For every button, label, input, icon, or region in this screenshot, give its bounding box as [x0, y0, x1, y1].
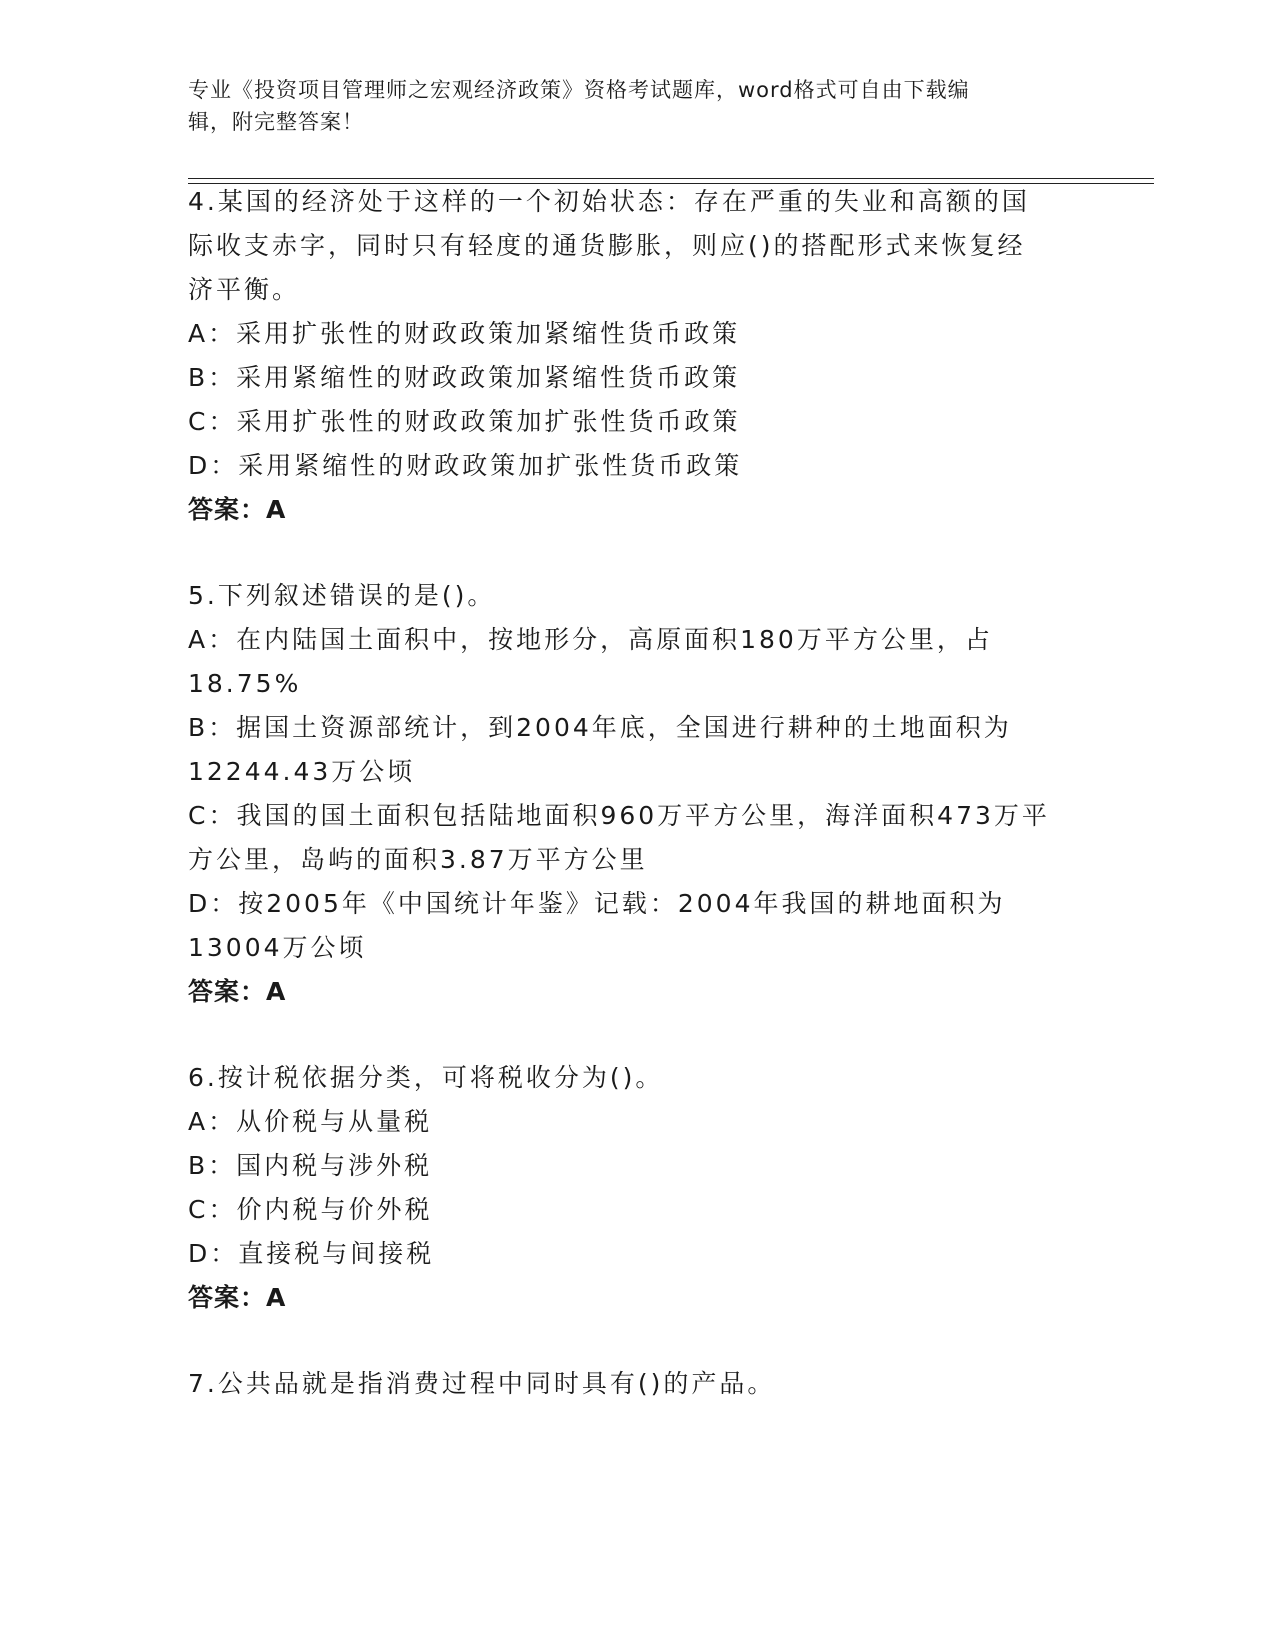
q4-stem-line-1: 4.某国的经济处于这样的一个初始状态：存在严重的失业和高额的国 [188, 187, 1030, 216]
q4-stem-line-3: 济平衡。 [188, 275, 301, 304]
q5-option-a-line-1: A：在内陆国土面积中，按地形分，高原面积180万平方公里，占 [188, 625, 993, 654]
q5-option-b-line-1: B：据国土资源部统计，到2004年底，全国进行耕种的土地面积为 [188, 713, 1012, 742]
document-header [188, 74, 1078, 138]
q4-option-b: B：采用紧缩性的财政政策加紧缩性货币政策 [188, 363, 741, 392]
q6-option-d: D：直接税与间接税 [188, 1239, 435, 1268]
q4-option-c: C：采用扩张性的财政政策加扩张性货币政策 [188, 407, 741, 436]
q5-answer: 答案：A [188, 977, 287, 1006]
header-divider-top [188, 178, 1154, 179]
q5-option-c-line-1: C：我国的国土面积包括陆地面积960万平方公里，海洋面积473万平 [188, 801, 1050, 830]
q4-option-a: A：采用扩张性的财政政策加紧缩性货币政策 [188, 319, 741, 348]
header-line-2: 辑，附完整答案！ [188, 110, 364, 134]
q5-option-d-line-2: 13004万公顷 [188, 933, 367, 962]
q4-stem-line-2: 际收支赤字，同时只有轻度的通货膨胀，则应()的搭配形式来恢复经 [188, 231, 1026, 260]
q4-answer: 答案：A [188, 495, 287, 524]
q5-option-a-line-2: 18.75% [188, 669, 302, 698]
q6-option-c: C：价内税与价外税 [188, 1195, 433, 1224]
header-divider-bottom [188, 183, 1154, 184]
q5-option-d-line-1: D：按2005年《中国统计年鉴》记载：2004年我国的耕地面积为 [188, 889, 1006, 918]
q6-option-a: A：从价税与从量税 [188, 1107, 433, 1136]
q6-option-b: B：国内税与涉外税 [188, 1151, 433, 1180]
q5-stem-line-1: 5.下列叙述错误的是()。 [188, 581, 496, 610]
q6-stem-line-1: 6.按计税依据分类，可将税收分为()。 [188, 1063, 664, 1092]
q7-stem-line-1: 7.公共品就是指消费过程中同时具有()的产品。 [188, 1369, 776, 1398]
q5-option-c-line-2: 方公里，岛屿的面积3.87万平方公里 [188, 845, 648, 874]
q6-answer: 答案：A [188, 1283, 287, 1312]
q5-option-b-line-2: 12244.43万公顷 [188, 757, 416, 786]
header-line-1: 专业《投资项目管理师之宏观经济政策》资格考试题库，word格式可自由下载编 [188, 78, 970, 102]
q4-option-d: D：采用紧缩性的财政政策加扩张性货币政策 [188, 451, 743, 480]
